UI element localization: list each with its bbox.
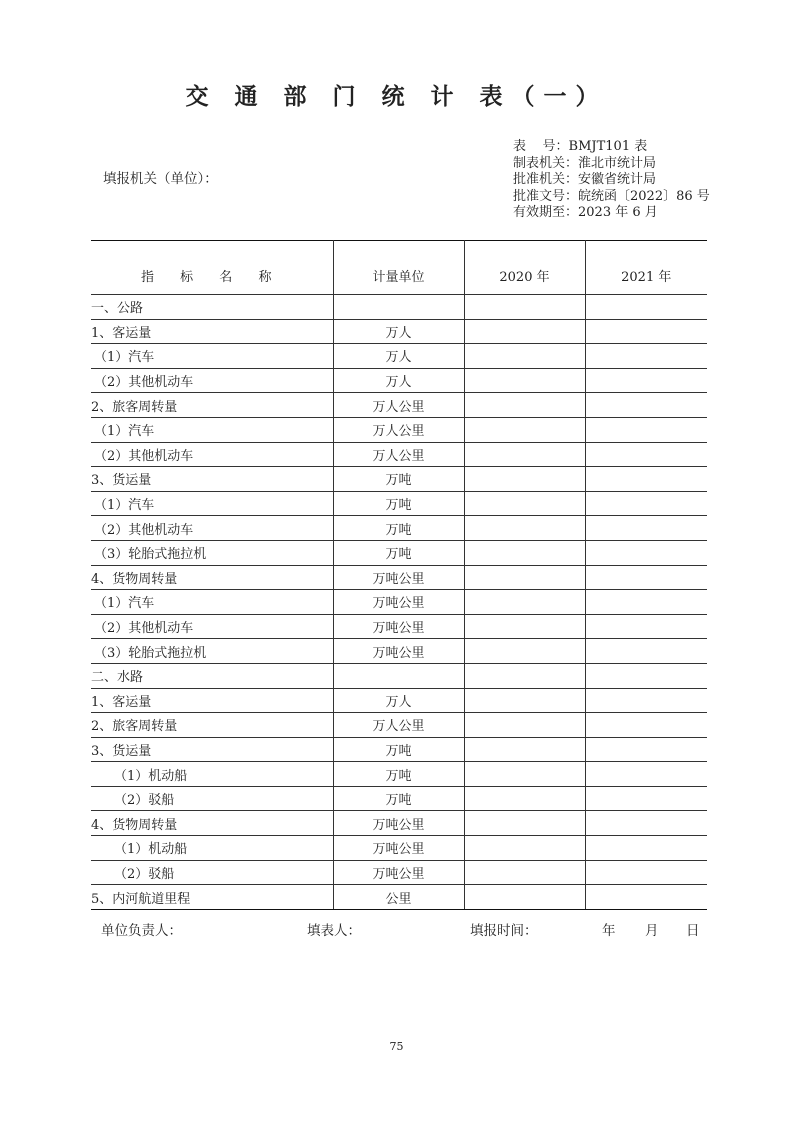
indicator-name-cell: （3）轮胎式拖拉机	[91, 639, 333, 664]
unit-cell: 万人公里	[333, 393, 464, 418]
unit-cell: 万人	[333, 688, 464, 713]
unit-cell: 万吨公里	[333, 590, 464, 615]
value-2021-cell	[585, 836, 707, 861]
month-label: 月	[645, 923, 659, 939]
value-2020-cell	[464, 737, 585, 762]
indicator-name-cell: （1）汽车	[91, 491, 333, 516]
value-2021-cell	[585, 614, 707, 639]
approver-row	[513, 172, 710, 189]
indicator-name-cell: （2）其他机动车	[91, 614, 333, 639]
value-2020-cell	[464, 590, 585, 615]
table-row	[91, 393, 707, 418]
indicator-name-cell: 3、货运量	[91, 467, 333, 492]
indicator-name-cell: （1）机动船	[91, 762, 333, 787]
indicator-name-cell: 2、旅客周转量	[91, 713, 333, 738]
table-row	[91, 295, 707, 320]
unit-cell: 万吨公里	[333, 639, 464, 664]
value-2020-cell	[464, 393, 585, 418]
table-row	[91, 737, 707, 762]
value-2020-cell	[464, 860, 585, 885]
approval-doc-row	[513, 189, 710, 206]
table-row	[91, 614, 707, 639]
day-label: 日	[686, 923, 700, 939]
header-year-2021: 2021 年	[585, 241, 707, 295]
form-maker-value: 淮北市统计局	[578, 155, 657, 171]
table-row	[91, 590, 707, 615]
form-metadata	[513, 139, 710, 222]
value-2021-cell	[585, 467, 707, 492]
value-2021-cell	[585, 885, 707, 910]
value-2021-cell	[585, 762, 707, 787]
value-2020-cell	[464, 467, 585, 492]
indicator-name-cell: （2）其他机动车	[91, 516, 333, 541]
unit-cell: 万人公里	[333, 442, 464, 467]
value-2020-cell	[464, 417, 585, 442]
unit-cell	[333, 295, 464, 320]
unit-cell: 万人公里	[333, 713, 464, 738]
table-row	[91, 368, 707, 393]
unit-cell: 万吨	[333, 467, 464, 492]
indicator-name-cell: 1、客运量	[91, 319, 333, 344]
table-row	[91, 467, 707, 492]
value-2021-cell	[585, 860, 707, 885]
table-row	[91, 639, 707, 664]
filling-time-label: 填报时间：	[470, 923, 538, 939]
indicator-name-cell: 2、旅客周转量	[91, 393, 333, 418]
unit-cell: 万吨	[333, 762, 464, 787]
value-2020-cell	[464, 688, 585, 713]
unit-cell: 万吨公里	[333, 565, 464, 590]
value-2021-cell	[585, 688, 707, 713]
unit-cell: 万人	[333, 344, 464, 369]
table-row	[91, 860, 707, 885]
indicator-name-cell: （1）汽车	[91, 417, 333, 442]
value-2021-cell	[585, 442, 707, 467]
indicator-name-cell: 一、公路	[91, 295, 333, 320]
table-row	[91, 319, 707, 344]
header-unit: 计量单位	[333, 241, 464, 295]
valid-until-row	[513, 205, 710, 222]
page-number: 75	[389, 1040, 404, 1053]
value-2020-cell	[464, 885, 585, 910]
value-2021-cell	[585, 590, 707, 615]
indicator-name-cell: 二、水路	[91, 663, 333, 688]
table-row	[91, 786, 707, 811]
unit-cell: 万吨	[333, 540, 464, 565]
indicator-name-cell: （2）其他机动车	[91, 368, 333, 393]
unit-cell: 万吨	[333, 737, 464, 762]
value-2020-cell	[464, 811, 585, 836]
table-row	[91, 344, 707, 369]
value-2021-cell	[585, 713, 707, 738]
indicator-name-cell: 4、货物周转量	[91, 811, 333, 836]
unit-cell: 万吨公里	[333, 811, 464, 836]
valid-until-value: 2023 年 6 月	[578, 205, 658, 220]
table-row	[91, 516, 707, 541]
value-2020-cell	[464, 442, 585, 467]
value-2021-cell	[585, 565, 707, 590]
table-row	[91, 565, 707, 590]
value-2021-cell	[585, 344, 707, 369]
form-number-row	[513, 139, 710, 156]
table-row	[91, 762, 707, 787]
approval-doc-label: 批准文号：	[513, 188, 579, 204]
indicator-name-cell: 1、客运量	[91, 688, 333, 713]
unit-cell: 万人	[333, 368, 464, 393]
header-year-2020: 2020 年	[464, 241, 585, 295]
table-row	[91, 811, 707, 836]
value-2021-cell	[585, 811, 707, 836]
form-maker-label: 制表机关：	[513, 155, 579, 171]
value-2021-cell	[585, 295, 707, 320]
value-2021-cell	[585, 516, 707, 541]
table-row	[91, 836, 707, 861]
value-2020-cell	[464, 491, 585, 516]
table-row	[91, 713, 707, 738]
value-2020-cell	[464, 368, 585, 393]
table-row	[91, 885, 707, 910]
value-2021-cell	[585, 540, 707, 565]
value-2021-cell	[585, 319, 707, 344]
table-row	[91, 417, 707, 442]
unit-cell: 万人公里	[333, 417, 464, 442]
approval-doc-value: 皖统函〔2022〕86 号	[578, 188, 710, 204]
unit-head-label: 单位负责人：	[101, 923, 182, 939]
unit-cell: 万吨公里	[333, 836, 464, 861]
table-row	[91, 540, 707, 565]
indicator-name-cell: （1）机动船	[91, 836, 333, 861]
indicator-name-cell: 5、内河航道里程	[91, 885, 333, 910]
value-2020-cell	[464, 762, 585, 787]
table-header-row	[91, 241, 707, 295]
valid-until-label: 有效期至：	[513, 205, 579, 220]
unit-cell: 公里	[333, 885, 464, 910]
value-2021-cell	[585, 368, 707, 393]
value-2021-cell	[585, 786, 707, 811]
value-2020-cell	[464, 663, 585, 688]
indicator-name-cell: （2）驳船	[91, 860, 333, 885]
indicator-name-cell: 4、货物周转量	[91, 565, 333, 590]
indicator-name-cell: （1）汽车	[91, 590, 333, 615]
indicator-name-cell: （3）轮胎式拖拉机	[91, 540, 333, 565]
value-2020-cell	[464, 639, 585, 664]
unit-cell: 万人	[333, 319, 464, 344]
table-row	[91, 442, 707, 467]
value-2021-cell	[585, 663, 707, 688]
form-maker-row	[513, 156, 710, 173]
table-row	[91, 663, 707, 688]
value-2020-cell	[464, 614, 585, 639]
unit-cell: 万吨	[333, 786, 464, 811]
value-2020-cell	[464, 836, 585, 861]
value-2020-cell	[464, 516, 585, 541]
value-2020-cell	[464, 540, 585, 565]
value-2021-cell	[585, 491, 707, 516]
table-row	[91, 491, 707, 516]
form-filler-label: 填表人：	[307, 923, 361, 939]
year-label: 年	[602, 923, 616, 939]
value-2021-cell	[585, 639, 707, 664]
value-2021-cell	[585, 737, 707, 762]
form-number-value: BMJT101 表	[568, 139, 648, 154]
form-number-label: 表 号：	[513, 139, 569, 154]
value-2020-cell	[464, 295, 585, 320]
indicator-name-cell: （2）其他机动车	[91, 442, 333, 467]
approver-value: 安徽省统计局	[578, 172, 657, 187]
value-2021-cell	[585, 417, 707, 442]
indicator-name-cell: （1）汽车	[91, 344, 333, 369]
unit-cell	[333, 663, 464, 688]
statistics-table	[91, 240, 707, 910]
value-2020-cell	[464, 565, 585, 590]
indicator-name-cell: 3、货运量	[91, 737, 333, 762]
filling-organization-label: 填报机关（单位）：	[103, 171, 218, 187]
value-2021-cell	[585, 393, 707, 418]
value-2020-cell	[464, 713, 585, 738]
unit-cell: 万吨	[333, 491, 464, 516]
unit-cell: 万吨	[333, 516, 464, 541]
approver-label: 批准机关：	[513, 172, 579, 187]
value-2020-cell	[464, 319, 585, 344]
indicator-name-cell: （2）驳船	[91, 786, 333, 811]
value-2020-cell	[464, 786, 585, 811]
value-2020-cell	[464, 344, 585, 369]
unit-cell: 万吨公里	[333, 860, 464, 885]
header-indicator-name: 指 标 名 称	[91, 241, 333, 295]
table-row	[91, 688, 707, 713]
page-title: 交 通 部 门 统 计 表（一）	[185, 84, 608, 110]
table-body	[91, 295, 707, 910]
unit-cell: 万吨公里	[333, 614, 464, 639]
